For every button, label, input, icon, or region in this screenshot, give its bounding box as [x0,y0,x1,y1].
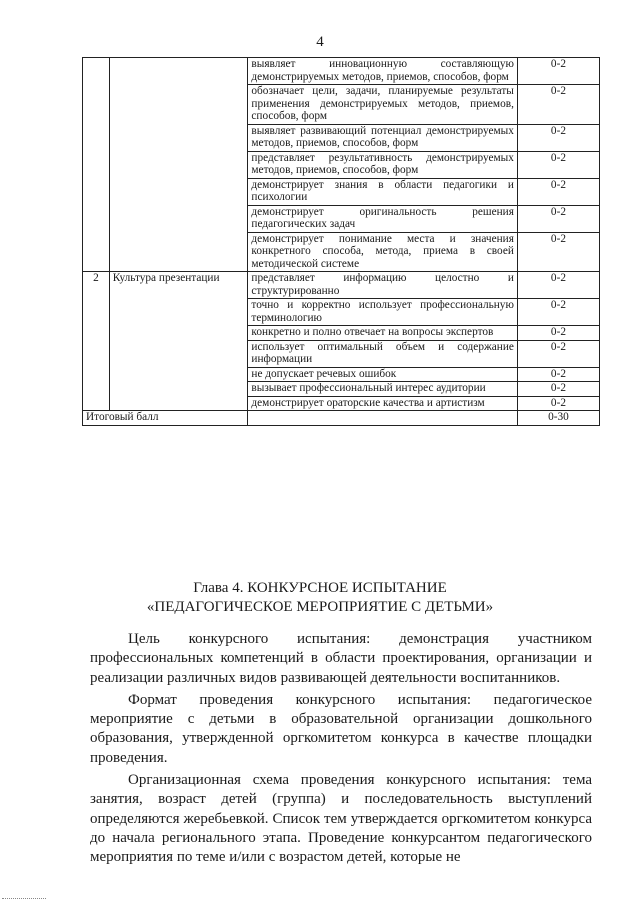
chapter-body [90,630,592,871]
total-label: Итоговый балл [83,411,248,426]
score-cell: 0-2 [517,58,599,85]
score-cell: 0-2 [517,232,599,272]
paragraph-goal: Цель конкурсного испытания: демонстрация участником профессиональных компетенций в области проектирования, организации и реализации различных видов развивающей деятельности воспитанников. [90,631,592,686]
score-cell: 0-2 [517,340,599,367]
indicator-cell: конкретно и полно отвечает на вопросы экспертов [248,326,518,341]
table-row [83,58,600,85]
chapter-title-line-1: Глава 4. КОНКУРСНОЕ ИСПЫТАНИЕ [193,580,447,596]
criteria-table [82,57,600,426]
criterion-number: 2 [83,272,110,411]
indicator-cell: представляет информацию целостно и структурированно [248,272,518,299]
indicator-cell: точно и корректно использует профессиональную терминологию [248,299,518,326]
paragraph-format: Формат проведения конкурсного испытания: педагогическое мероприятие с детьми в образовательной организации дошкольного образования, утвержденной оргкомитетом конкурса в качестве площадки проведения. [90,691,592,766]
score-cell: 0-2 [517,178,599,205]
score-cell: 0-2 [517,326,599,341]
indicator-cell: вызывает профессиональный интерес аудитории [248,382,518,397]
total-row [83,411,600,426]
chapter-heading [0,579,640,617]
scan-edge-mark [2,898,46,899]
total-score: 0-30 [517,411,599,426]
indicator-cell: представляет результативность демонстрируемых методов, приемов, способов, форм [248,151,518,178]
page-number: 4 [316,34,324,50]
score-cell: 0-2 [517,382,599,397]
indicator-cell: демонстрирует понимание места и значения конкретного способа, метода, приема в своей методической системе [248,232,518,272]
criterion-name: Культура презентации [109,272,248,411]
score-cell: 0-2 [517,85,599,125]
indicator-cell: демонстрирует оригинальность решения педагогических задач [248,205,518,232]
score-cell: 0-2 [517,299,599,326]
indicator-cell: выявляет инновационную составляющую демонстрируемых методов, приемов, способов, форм [248,58,518,85]
score-cell: 0-2 [517,124,599,151]
indicator-cell: использует оптимальный объем и содержание информации [248,340,518,367]
indicator-cell: выявляет развивающий потенциал демонстрируемых методов, приемов, способов, форм [248,124,518,151]
score-cell: 0-2 [517,396,599,411]
score-cell: 0-2 [517,367,599,382]
table-row [83,272,600,299]
indicator-cell: демонстрирует ораторские качества и артистизм [248,396,518,411]
chapter-title-line-2: «ПЕДАГОГИЧЕСКОЕ МЕРОПРИЯТИЕ С ДЕТЬМИ» [146,599,494,615]
indicator-cell: не допускает речевых ошибок [248,367,518,382]
indicator-cell: демонстрирует знания в области педагогики и психологии [248,178,518,205]
score-cell: 0-2 [517,272,599,299]
score-cell: 0-2 [517,151,599,178]
paragraph-schema: Организационная схема проведения конкурсного испытания: тема занятия, возраст детей (группа) и последовательность выступлений определяются жеребьевкой. Список тем утверждается оргкомитетом конкурса до начала регионального этапа. Проведение конкурсантом педагогического мероприятия по теме и/или с возрастом детей, которые не [90,772,592,866]
indicator-cell: обозначает цели, задачи, планируемые результаты применения демонстрируемых методов, приемов, способов, форм [248,85,518,125]
score-cell: 0-2 [517,205,599,232]
